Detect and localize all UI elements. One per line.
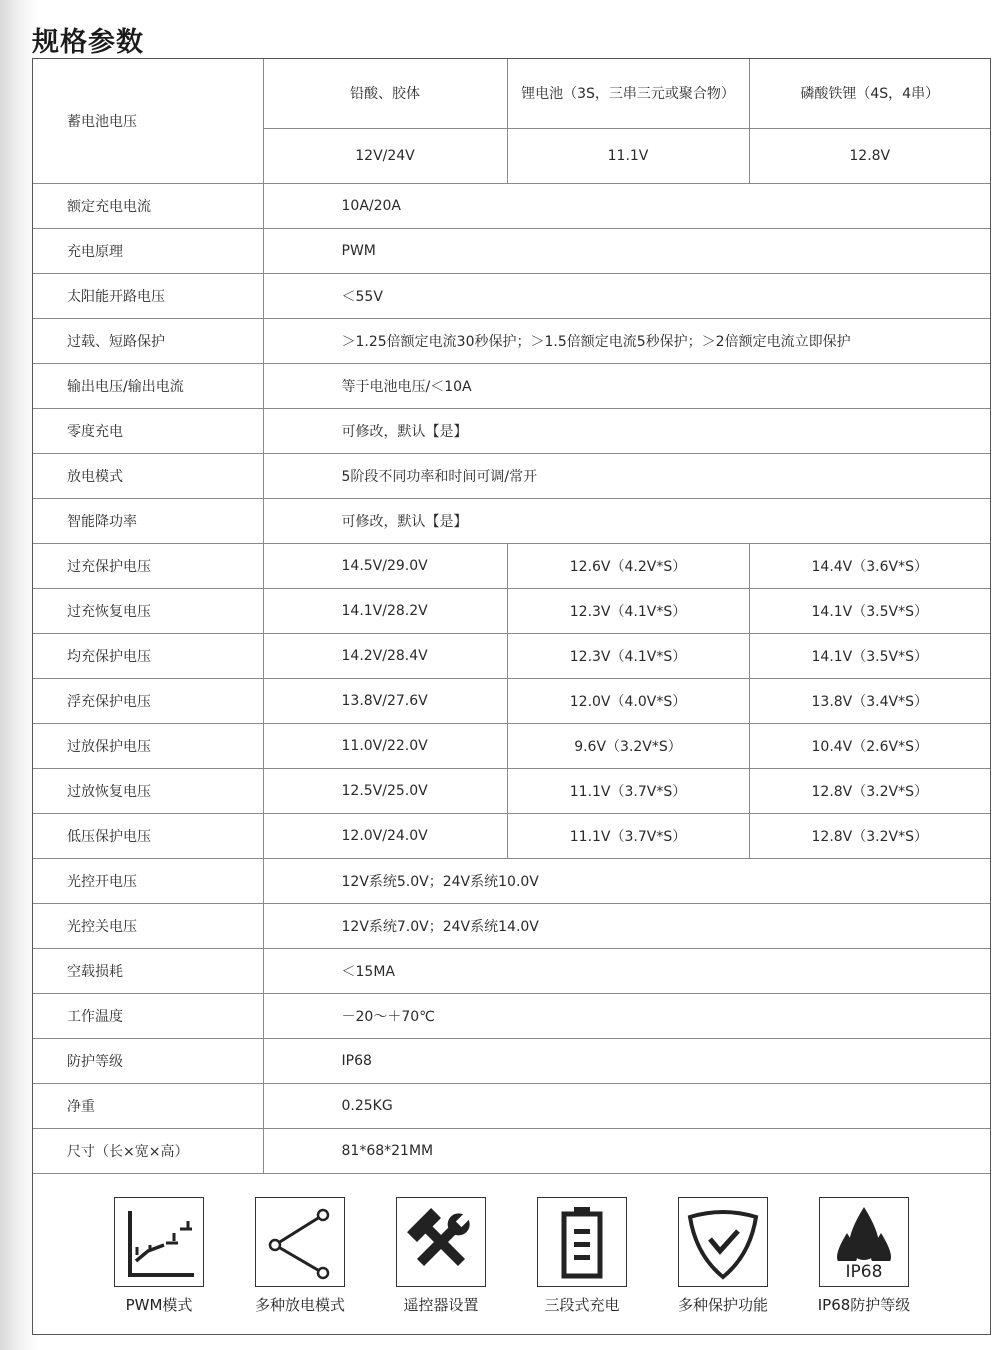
feature-icons xyxy=(33,1197,990,1335)
spec-label: 过载、短路保护 xyxy=(33,318,263,363)
spec-value: 12.6V（4.2V*S） xyxy=(507,543,749,588)
spec-value: 14.2V/28.4V xyxy=(263,633,507,678)
battery-icon xyxy=(537,1197,627,1287)
spec-label: 零度充电 xyxy=(33,408,263,453)
spec-value: 13.8V（3.4V*S） xyxy=(749,678,990,723)
feature-ip68 xyxy=(794,1197,934,1315)
pwm-chart-icon xyxy=(114,1197,204,1287)
spec-row xyxy=(33,318,990,363)
voltage-lead-acid: 12V/24V xyxy=(263,128,507,183)
type-lithium: 锂电池（3S，三串三元或聚合物） xyxy=(507,59,749,128)
spec-value: 9.6V（3.2V*S） xyxy=(507,723,749,768)
spec-label: 光控关电压 xyxy=(33,903,263,948)
spec-value: 14.1V/28.2V xyxy=(263,588,507,633)
spec-row xyxy=(33,1083,990,1128)
feature-label: PWM模式 xyxy=(125,1296,193,1314)
feature-protection xyxy=(653,1197,793,1315)
spec-value: 11.1V（3.7V*S） xyxy=(507,813,749,858)
header-types-row xyxy=(33,59,990,128)
spec-row xyxy=(33,633,990,678)
type-lead-acid: 铅酸、胶体 xyxy=(263,59,507,128)
type-lifepo4: 磷酸铁锂（4S，4串） xyxy=(749,59,990,128)
feature-three-stage xyxy=(512,1197,652,1315)
spec-row xyxy=(33,1128,990,1173)
spec-value: 12.0V（4.0V*S） xyxy=(507,678,749,723)
spec-label: 智能降功率 xyxy=(33,498,263,543)
spec-value: 12V系统5.0V；24V系统10.0V xyxy=(263,858,990,903)
spec-row xyxy=(33,543,990,588)
feature-label: 遥控器设置 xyxy=(403,1296,479,1314)
water-drops-icon xyxy=(819,1197,909,1287)
spec-row xyxy=(33,273,990,318)
feature-discharge xyxy=(230,1197,370,1315)
spec-value: 可修改，默认【是】 xyxy=(263,498,990,543)
spec-label: 光控开电压 xyxy=(33,858,263,903)
spec-value: 12.0V/24.0V xyxy=(263,813,507,858)
spec-label: 额定充电电流 xyxy=(33,183,263,228)
spec-label: 放电模式 xyxy=(33,453,263,498)
spec-row xyxy=(33,678,990,723)
page-title: 规格参数 xyxy=(32,27,144,58)
spec-row xyxy=(33,768,990,813)
spec-value: 12.8V（3.2V*S） xyxy=(749,813,990,858)
svg-text:IP68: IP68 xyxy=(845,1262,883,1281)
spec-row xyxy=(33,228,990,273)
spec-value: 11.0V/22.0V xyxy=(263,723,507,768)
spec-label: 尺寸（长×宽×高） xyxy=(33,1128,263,1173)
spec-label: 过放恢复电压 xyxy=(33,768,263,813)
spec-value: IP68 xyxy=(263,1038,990,1083)
spec-value: 14.5V/29.0V xyxy=(263,543,507,588)
spec-table xyxy=(33,59,990,1174)
spec-row xyxy=(33,858,990,903)
spec-value: 12.3V（4.1V*S） xyxy=(507,633,749,678)
spec-value: 81*68*21MM xyxy=(263,1128,990,1173)
spec-label: 均充保护电压 xyxy=(33,633,263,678)
discharge-modes-icon xyxy=(255,1197,345,1287)
spec-value: 14.4V（3.6V*S） xyxy=(749,543,990,588)
spec-label: 太阳能开路电压 xyxy=(33,273,263,318)
spec-label: 浮充保护电压 xyxy=(33,678,263,723)
spec-value: 等于电池电压/＜10A xyxy=(263,363,990,408)
spec-value: 可修改，默认【是】 xyxy=(263,408,990,453)
spec-value: 10.4V（2.6V*S） xyxy=(749,723,990,768)
spec-label: 过充恢复电压 xyxy=(33,588,263,633)
spec-value: 5阶段不同功率和时间可调/常开 xyxy=(263,453,990,498)
feature-label: IP68防护等级 xyxy=(817,1296,911,1314)
spec-value: 12.3V（4.1V*S） xyxy=(507,588,749,633)
spec-row xyxy=(33,453,990,498)
spec-value: 14.1V（3.5V*S） xyxy=(749,588,990,633)
spec-value: ＞1.25倍额定电流30秒保护；＞1.5倍额定电流5秒保护；＞2倍额定电流立即保护 xyxy=(263,318,990,363)
spec-value: ＜15MA xyxy=(263,948,990,993)
spec-value: 10A/20A xyxy=(263,183,990,228)
spec-label: 净重 xyxy=(33,1083,263,1128)
spec-label: 工作温度 xyxy=(33,993,263,1038)
voltage-lifepo4: 12.8V xyxy=(749,128,990,183)
feature-pwm xyxy=(89,1197,229,1315)
spec-value: 11.1V（3.7V*S） xyxy=(507,768,749,813)
spec-table-body xyxy=(33,59,990,1173)
spec-label: 低压保护电压 xyxy=(33,813,263,858)
spec-row xyxy=(33,498,990,543)
spec-label: 空载损耗 xyxy=(33,948,263,993)
spec-row xyxy=(33,723,990,768)
spec-row xyxy=(33,903,990,948)
spec-row xyxy=(33,948,990,993)
feature-remote xyxy=(371,1197,511,1315)
spec-value: ＜55V xyxy=(263,273,990,318)
spec-value: －20～＋70℃ xyxy=(263,993,990,1038)
spec-label: 充电原理 xyxy=(33,228,263,273)
spec-row xyxy=(33,408,990,453)
spec-value: 0.25KG xyxy=(263,1083,990,1128)
shield-check-icon xyxy=(678,1197,768,1287)
spec-label: 过放保护电压 xyxy=(33,723,263,768)
spec-row xyxy=(33,1038,990,1083)
spec-row xyxy=(33,813,990,858)
spec-label: 过充保护电压 xyxy=(33,543,263,588)
hammer-wrench-icon xyxy=(396,1197,486,1287)
spec-value: 12.5V/25.0V xyxy=(263,768,507,813)
voltage-lithium: 11.1V xyxy=(507,128,749,183)
spec-row xyxy=(33,993,990,1038)
feature-label: 多种放电模式 xyxy=(254,1296,345,1314)
spec-label: 输出电压/输出电流 xyxy=(33,363,263,408)
spec-row xyxy=(33,363,990,408)
spec-value: 12V系统7.0V；24V系统14.0V xyxy=(263,903,990,948)
spec-value: 12.8V（3.2V*S） xyxy=(749,768,990,813)
spec-row xyxy=(33,588,990,633)
spec-table-frame xyxy=(32,58,991,1335)
spec-value: 14.1V（3.5V*S） xyxy=(749,633,990,678)
spec-value: 13.8V/27.6V xyxy=(263,678,507,723)
feature-label: 三段式充电 xyxy=(544,1296,620,1314)
spec-row xyxy=(33,183,990,228)
spec-value: PWM xyxy=(263,228,990,273)
battery-voltage-label: 蓄电池电压 xyxy=(33,59,263,183)
spec-label: 防护等级 xyxy=(33,1038,263,1083)
feature-label: 多种保护功能 xyxy=(677,1296,768,1314)
